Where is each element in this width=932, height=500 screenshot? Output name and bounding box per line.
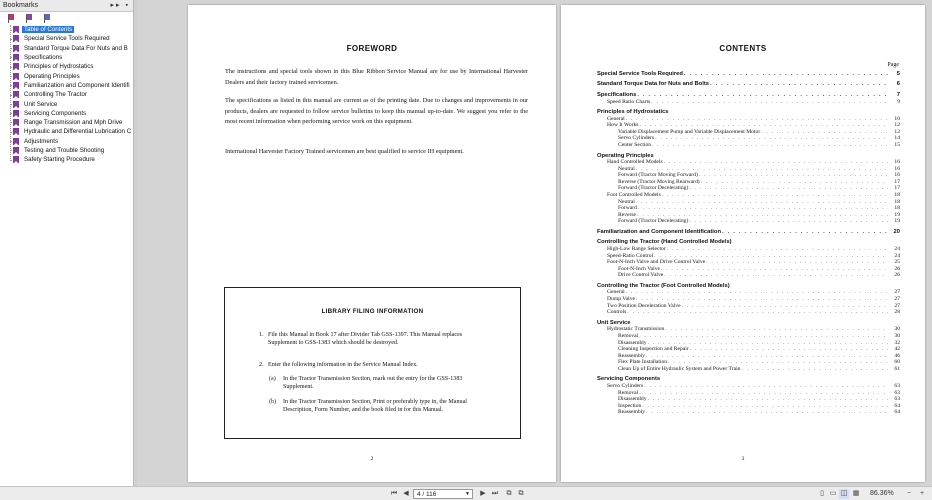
- toc-leader-dots: [635, 199, 888, 205]
- bookmark-collapse-icon[interactable]: [43, 14, 52, 23]
- toc-entry-title: Foot Controlled Models: [607, 192, 661, 199]
- toc-entry-title: Forward (Tractor Decelerating): [618, 185, 689, 192]
- toc-entry-title: Unit Service: [597, 319, 631, 326]
- toc-entry[interactable]: [597, 172, 900, 179]
- toc-entry[interactable]: [597, 326, 900, 333]
- bookmark-item[interactable]: [4, 109, 133, 118]
- toc-entry-title: Removal: [618, 332, 639, 339]
- continuous-facing-view-icon[interactable]: ▦: [852, 490, 860, 497]
- toc-page-number: 63: [894, 396, 900, 403]
- toc-entry-title: Specifications: [597, 91, 637, 98]
- toc-entry[interactable]: [597, 289, 900, 296]
- toc-page-number: 28: [894, 309, 900, 316]
- page-number: 3: [741, 456, 745, 462]
- toc-entry[interactable]: [597, 259, 900, 266]
- toc-entry-title: Controls: [607, 309, 627, 316]
- next-view-icon[interactable]: ⧉: [518, 490, 524, 497]
- toc-entry-title: Speed-Ratio Control: [607, 252, 654, 259]
- toc-entry-title: Neutral: [618, 165, 635, 172]
- toc-page-number: 20: [893, 228, 900, 235]
- toc-section[interactable]: [597, 283, 900, 290]
- bookmark-label: Standard Torque Data For Nuts and B: [24, 44, 128, 52]
- toc-page-number: 9: [897, 98, 900, 105]
- continuous-view-icon[interactable]: ▭: [829, 490, 837, 497]
- toc-page-number: 27: [894, 302, 900, 309]
- toc-leader-dots: [664, 326, 888, 332]
- toc-entry[interactable]: [597, 390, 900, 397]
- toc-section[interactable]: [597, 229, 900, 236]
- bookmark-item[interactable]: [4, 155, 133, 164]
- toc-entry-title: Reverse: [618, 211, 637, 218]
- zoom-in-icon[interactable]: +: [919, 490, 925, 497]
- toc-entry-title: Servo Cylinders: [607, 382, 644, 389]
- toc-leader-dots: [661, 192, 888, 198]
- bookmark-label: Table of Contents: [24, 26, 73, 34]
- toc-leader-dots: [660, 266, 888, 272]
- toc-entry-title: Disassembly: [618, 396, 647, 403]
- bookmark-item[interactable]: [4, 127, 133, 136]
- library-item-number: (a): [269, 376, 276, 382]
- toc-entry[interactable]: [597, 135, 900, 142]
- toc-page-number: 16: [894, 165, 900, 172]
- bookmarks-header-title: Bookmarks: [3, 2, 39, 9]
- toc-entry[interactable]: [597, 266, 900, 273]
- bookmark-add-icon[interactable]: [7, 14, 16, 23]
- toc-leader-dots: [705, 259, 888, 265]
- toc-entry[interactable]: [597, 340, 900, 347]
- toc-page-number: 24: [894, 246, 900, 252]
- toc-leader-dots: [637, 205, 888, 211]
- bookmark-icon: [13, 128, 19, 135]
- toc-leader-dots: [709, 81, 888, 87]
- toc-section[interactable]: [597, 71, 900, 78]
- bookmark-expand-icon[interactable]: [25, 14, 34, 23]
- bookmark-item[interactable]: [4, 146, 133, 155]
- toc-entry-title: Familiarization and Component Identification: [597, 228, 721, 235]
- bookmark-icon: [13, 73, 19, 80]
- toc-page-number: 19: [894, 211, 900, 218]
- toc-leader-dots: [625, 289, 888, 295]
- page-column-header: Page: [887, 62, 899, 68]
- toc-page-number: 24: [894, 252, 900, 259]
- toc-entry[interactable]: [597, 303, 900, 310]
- toc-entry-title: Reassembly: [618, 352, 646, 359]
- toc-leader-dots: [626, 309, 888, 315]
- toc-entry-title: Two Position Deceleration Valve: [607, 302, 681, 309]
- toc-page-number: 17: [894, 185, 900, 192]
- bookmark-label: Range Transmission and Mph Drive: [24, 119, 123, 127]
- bookmarks-toolbar: [0, 12, 133, 25]
- panel-splitter[interactable]: [134, 0, 137, 486]
- bookmark-icon: [13, 147, 19, 154]
- toc-entry-title: Foot-N-Inch Valve: [618, 265, 660, 272]
- toc-leader-dots: [698, 172, 888, 178]
- toc-leader-dots: [683, 71, 888, 77]
- toc-leader-dots: [651, 142, 888, 148]
- page-contents: [561, 5, 925, 482]
- bookmark-label: Controlling The Tractor: [24, 91, 87, 99]
- toc-entry-title: Standard Torque Data for Nuts and Bolts: [597, 81, 709, 88]
- bookmark-label: Hydraulic and Differential Lubrication C: [24, 128, 132, 136]
- toc-entry[interactable]: [597, 205, 900, 212]
- toc-entry-title: Dump Valve: [607, 296, 636, 303]
- bookmark-item[interactable]: [4, 71, 133, 80]
- toc-leader-dots: [663, 159, 888, 165]
- bookmark-label: Operating Principles: [24, 72, 80, 80]
- toc-page-number: 5: [896, 71, 900, 77]
- toc-leader-dots: [688, 218, 888, 224]
- toc-leader-dots: [645, 353, 888, 359]
- toc-entry-title: Forward (Tractor Moving Forward): [618, 172, 698, 179]
- zoom-level[interactable]: 86.36%: [870, 490, 894, 497]
- toc-entry[interactable]: [597, 142, 900, 149]
- toc-section[interactable]: [597, 376, 900, 383]
- toc-page-number: 10: [894, 115, 900, 122]
- bookmark-label: Adjustments: [24, 137, 59, 145]
- toc-leader-dots: [666, 246, 888, 252]
- toc-entry-title: Hydrostatic Transmission: [607, 326, 665, 333]
- first-page-icon[interactable]: ⏮: [390, 490, 398, 497]
- bookmarks-panel: [0, 0, 134, 486]
- toc-section[interactable]: [597, 81, 900, 88]
- bookmark-item[interactable]: [4, 137, 133, 146]
- toc-page-number: 63: [894, 382, 900, 389]
- toc-entry[interactable]: [597, 199, 900, 206]
- toc-entry[interactable]: [597, 346, 900, 353]
- next-page-icon[interactable]: ▶: [480, 490, 486, 497]
- bookmark-item[interactable]: [4, 99, 133, 108]
- toc-entry[interactable]: [597, 272, 900, 279]
- toc-leader-dots: [650, 99, 888, 105]
- library-item: [259, 331, 485, 347]
- toc-page-number: 18: [894, 198, 900, 205]
- toc-entry-title: Removal: [618, 389, 639, 396]
- toc-leader-dots: [689, 346, 888, 352]
- page-foreword: [188, 5, 556, 482]
- toc-entry-title: General: [607, 289, 625, 296]
- toc-page-number: 14: [894, 135, 900, 142]
- toc-entry[interactable]: [597, 403, 900, 410]
- toc-leader-dots: [638, 122, 888, 128]
- toc-entry-title: Cleaning Inspection and Repair: [618, 346, 689, 353]
- toc-entry[interactable]: [597, 296, 900, 303]
- toc-page-number: 60: [894, 359, 900, 366]
- toc-entry[interactable]: [597, 129, 900, 136]
- toc-leader-dots: [638, 390, 888, 396]
- page-title: CONTENTS: [719, 44, 767, 53]
- page-title: FOREWORD: [346, 44, 398, 53]
- toc-leader-dots: [663, 272, 888, 278]
- toc-page-number: 63: [894, 389, 900, 396]
- toc-leader-dots: [641, 403, 888, 409]
- toc-entry[interactable]: [597, 383, 900, 390]
- toc-page-number: 27: [894, 289, 900, 296]
- toc-page-number: 64: [894, 409, 900, 416]
- bookmark-icon: [13, 101, 19, 108]
- library-filing-title: LIBRARY FILING INFORMATION: [321, 308, 424, 315]
- toc-page-number: 64: [894, 402, 900, 409]
- bookmarks-header: [0, 0, 133, 12]
- library-item-number: 2.: [259, 362, 264, 368]
- bookmark-item[interactable]: [4, 34, 133, 43]
- toc-page-number: 46: [894, 352, 900, 359]
- toc-page-number: 6: [896, 81, 900, 88]
- toc-page-number: 26: [894, 265, 900, 272]
- bookmark-item[interactable]: [4, 44, 133, 53]
- toc-entry[interactable]: [597, 99, 900, 106]
- toc-leader-dots: [740, 366, 888, 372]
- bookmark-label: Special Service Tools Required: [24, 35, 110, 43]
- toc-leader-dots: [645, 409, 888, 415]
- toc-leader-dots: [653, 253, 888, 259]
- page-number-input[interactable]: [413, 489, 473, 499]
- library-item: [269, 398, 479, 414]
- toc-page-number: 18: [894, 205, 900, 212]
- toc-entry-title: Variable Displacement Pump and Variable Displacement Motor: [618, 128, 761, 135]
- toc-entry-title: Operating Principles: [597, 152, 654, 159]
- bookmark-icon: [13, 82, 19, 89]
- toc-leader-dots: [643, 383, 888, 389]
- toc-page-number: 30: [894, 332, 900, 339]
- previous-page-icon[interactable]: ◀: [403, 490, 409, 497]
- toc-section[interactable]: [597, 320, 900, 327]
- toc-page-number: 32: [894, 339, 900, 346]
- toc-leader-dots: [681, 303, 888, 309]
- bookmark-label: Familiarization and Component Identifi: [24, 81, 130, 89]
- toc-leader-dots: [654, 135, 888, 141]
- bookmark-list: [0, 25, 133, 164]
- toc-page-number: 30: [894, 326, 900, 333]
- toc-leader-dots: [625, 116, 888, 122]
- bookmark-label: Servicing Components: [24, 109, 87, 117]
- bookmark-icon: [13, 110, 19, 117]
- bookmark-label: Safety Starting Procedure: [24, 156, 95, 164]
- toc-page-number: 17: [894, 178, 900, 185]
- toc-leader-dots: [667, 359, 888, 365]
- toc-page-number: 19: [894, 218, 900, 225]
- bookmark-icon: [13, 119, 19, 126]
- bookmark-label: Principles of Hydrostatics: [24, 63, 94, 71]
- toc-entry-title: Drive Control Valve: [618, 272, 664, 279]
- facing-view-icon[interactable]: ◫: [840, 490, 848, 497]
- toc-leader-dots: [638, 333, 888, 339]
- toc-page-number: 16: [894, 172, 900, 179]
- toc-page-number: 61: [894, 365, 900, 372]
- toc-page-number: 12: [894, 128, 900, 135]
- toc-page-number: 7: [896, 91, 900, 98]
- toc-entry-title: Controlling the Tractor (Foot Controlled Models): [597, 282, 730, 289]
- chevron-down-icon[interactable]: ▼: [465, 491, 470, 497]
- library-item-text: In the Tractor Transmission Section, mark out the entry for the GSS-1383 Supplement.: [283, 376, 463, 390]
- bookmark-icon: [13, 63, 19, 70]
- toc-entry-title: Hand Controlled Models: [607, 159, 663, 166]
- table-of-contents: [597, 71, 900, 416]
- toc-page-number: 12: [894, 122, 900, 129]
- toc-entry[interactable]: [597, 353, 900, 360]
- toc-leader-dots: [635, 296, 888, 302]
- bookmark-item[interactable]: [4, 62, 133, 71]
- library-item-text: Enter the following information in the Service Manual Index.: [268, 362, 418, 368]
- library-item-text: In the Tractor Transmission Section, Print or preferably type in, the Manual Description, Form Number, and the book filed in for this Manual.: [283, 399, 467, 413]
- library-item-number: 1.: [259, 332, 264, 338]
- toc-leader-dots: [647, 396, 888, 402]
- foreword-paragraph: International Harvester Factory Trained servicemen are best qualified to service IH equipment.: [225, 148, 464, 155]
- bookmark-item[interactable]: [4, 25, 133, 34]
- toc-page-number: 42: [894, 346, 900, 353]
- toc-leader-dots: [700, 179, 888, 185]
- toc-entry[interactable]: [597, 159, 900, 166]
- toc-entry-title: Principles of Hydrostatics: [597, 109, 669, 116]
- bookmark-label: Testing and Trouble Shooting: [24, 147, 105, 154]
- toc-leader-dots: [635, 166, 888, 172]
- toc-page-number: 15: [894, 142, 900, 149]
- bookmark-icon: [13, 138, 19, 145]
- toc-leader-dots: [760, 129, 888, 135]
- toc-leader-dots: [636, 92, 888, 98]
- toc-entry-title: Clean Up of Entire Hydraulic System and Power Train: [618, 365, 741, 372]
- bookmark-icon: [13, 54, 19, 61]
- toc-leader-dots: [636, 212, 888, 218]
- bookmark-icon: [13, 91, 19, 98]
- toc-entry-title: High-Low Range Selector: [607, 246, 666, 252]
- toc-entry[interactable]: [597, 179, 900, 186]
- toc-page-number: 26: [894, 272, 900, 279]
- toc-entry[interactable]: [597, 309, 900, 316]
- toc-entry[interactable]: [597, 185, 900, 192]
- bookmark-item[interactable]: [4, 118, 133, 127]
- toc-section[interactable]: [597, 153, 900, 160]
- zoom-out-icon[interactable]: −: [906, 490, 912, 497]
- toc-entry-title: Forward (Tractor Decelerating): [618, 218, 689, 225]
- toc-leader-dots: [721, 229, 888, 235]
- toc-entry-title: Controlling the Tractor (Hand Controlled Models): [597, 239, 732, 246]
- bookmark-item[interactable]: [4, 90, 133, 99]
- previous-view-icon[interactable]: ⧉: [506, 490, 512, 497]
- navigation-toolbar: [0, 486, 932, 500]
- toc-section[interactable]: [597, 92, 900, 99]
- toc-entry-title: Inspection: [618, 402, 642, 409]
- toc-entry-title: Reverse (Tractor Moving Rearward): [618, 178, 700, 185]
- toc-leader-dots: [688, 185, 888, 191]
- toc-section[interactable]: [597, 239, 900, 246]
- toc-entry[interactable]: [597, 116, 900, 123]
- library-filing-box: [224, 287, 521, 439]
- bookmark-icon: [13, 156, 19, 163]
- toc-page-number: 25: [894, 259, 900, 266]
- toc-entry-title: Reassembly: [618, 409, 646, 416]
- toc-entry[interactable]: [597, 396, 900, 403]
- toc-entry[interactable]: [597, 192, 900, 199]
- toc-entry-title: Flex Plate Installation: [618, 359, 668, 366]
- toc-entry-title: Center Section: [618, 142, 652, 149]
- toc-entry[interactable]: [597, 253, 900, 260]
- toc-entry-title: Servo Cylinders: [618, 135, 655, 142]
- bookmark-label: Specifications: [24, 54, 63, 62]
- toc-entry[interactable]: [597, 409, 900, 416]
- foreword-paragraph: The instructions and special tools shown in this Blue Ribbon Service Manual are for use by International Harvester Dealers and their factory trained servicemen.: [225, 68, 528, 86]
- toc-entry-title: Servicing Components: [597, 376, 661, 383]
- bookmark-icon: [13, 35, 19, 42]
- toc-page-number: 16: [894, 159, 900, 166]
- toc-leader-dots: [647, 340, 888, 346]
- toc-entry[interactable]: [597, 218, 900, 225]
- page-number: 2: [370, 456, 374, 462]
- toc-entry-title: General: [607, 115, 625, 122]
- toc-entry-title: Special Service Tools Required: [597, 71, 683, 77]
- toc-entry[interactable]: [597, 366, 900, 373]
- toc-entry-title: Forward: [618, 205, 637, 212]
- toc-section[interactable]: [597, 109, 900, 116]
- toc-entry[interactable]: [597, 166, 900, 173]
- panel-options-button[interactable]: ▸▸ ▪: [110, 2, 130, 9]
- bookmark-label: Unit Service: [24, 100, 58, 108]
- toc-entry-title: Foot-N-Inch Valve and Drive Control Valve: [607, 259, 706, 266]
- library-item-text: File this Manual in Book 17 after Divider Tab GSS-1397. This Manual replaces Supplement to GSS-1383 which should be destroyed.: [268, 332, 463, 346]
- library-item: [269, 375, 475, 391]
- toc-page-number: 27: [894, 296, 900, 303]
- toc-entry[interactable]: [597, 359, 900, 366]
- foreword-paragraph: The specifications as listed in this manual are current as of the printing date. Due to changes and improvements in our products, dealers are requested to follow service bulletins to keep this manual up-to-date. We suggest you refer to the most recent information when performing service work on this equipment.: [225, 97, 528, 125]
- library-item-number: (b): [269, 399, 277, 405]
- toc-entry[interactable]: [597, 122, 900, 129]
- toc-entry-title: Speed Ratio Charts: [607, 98, 651, 105]
- toc-entry[interactable]: [597, 333, 900, 340]
- bookmark-icon: [13, 45, 19, 52]
- bookmark-item[interactable]: [4, 81, 133, 90]
- toc-entry[interactable]: [597, 246, 900, 253]
- single-page-view-icon[interactable]: ▯: [820, 490, 824, 497]
- bookmark-item[interactable]: [4, 53, 133, 62]
- toc-entry-title: Disassembly: [618, 339, 647, 346]
- page-number-value: 4 / 116: [417, 491, 437, 498]
- toc-entry[interactable]: [597, 212, 900, 219]
- library-item: [259, 361, 499, 369]
- toc-entry-title: How It Works: [607, 122, 639, 129]
- toc-page-number: 18: [894, 192, 900, 199]
- bookmark-icon: [13, 26, 19, 33]
- last-page-icon[interactable]: ⏭: [491, 490, 499, 497]
- toc-entry-title: Neutral: [618, 198, 635, 205]
